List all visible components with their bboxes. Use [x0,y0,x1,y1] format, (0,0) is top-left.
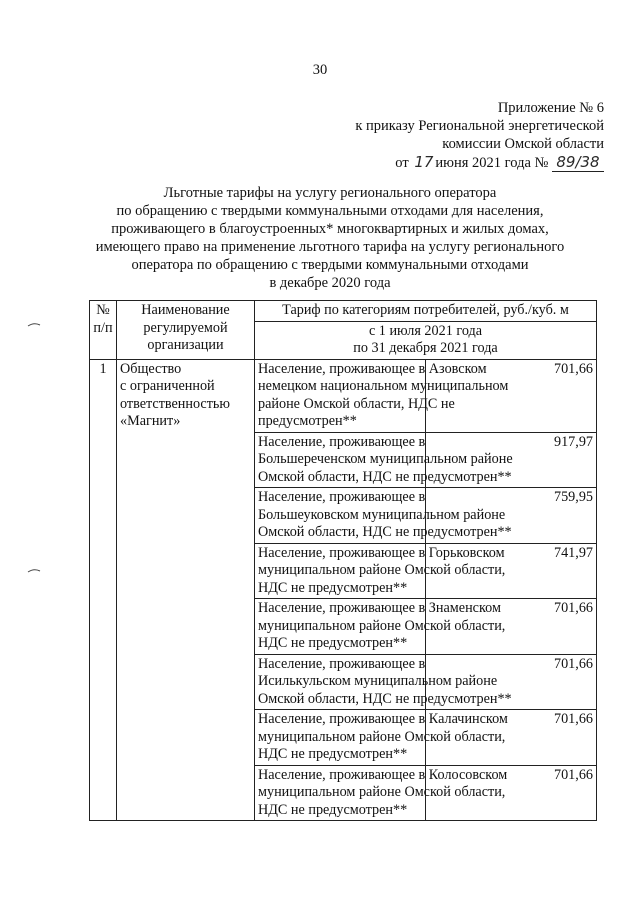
tariff-value: 701,66 [426,359,597,432]
heading-line: оператора по обращению с твердыми коммунальными отходами [131,257,529,273]
appendix-title: Приложение № 6 [497,100,604,116]
appendix-block [355,99,604,172]
row-number: 1 [90,359,117,821]
tariff-value: 741,97 [426,543,597,599]
tariff-value: 759,95 [426,488,597,544]
tariff-value: 917,97 [426,432,597,488]
tariff-value: 701,66 [426,599,597,655]
consumer-category: Население, проживающее в Знаменском муниципальном районе Омской области, НДС не предусмотрен** [255,599,426,655]
heading-line: Льготные тарифы на услугу регионального оператора [163,185,497,201]
consumer-category: Население, проживающее в Колосовском муниципальном районе Омской области, НДС не предусмотрен** [255,765,426,821]
handwritten-order-number: 89/38 [552,153,604,172]
consumer-category: Население, проживающее в Большереченском муниципальном районе Омской области, НДС не предусмотрен** [255,432,426,488]
page-number: 30 [312,62,328,78]
consumer-category: Население, проживающее в Азовском немецком национальном муниципальном районе Омской области, НДС не предусмотрен** [255,359,426,432]
heading-line: в декабре 2020 года [269,275,391,291]
handwritten-day: 17 [414,153,434,171]
order-date-text: июня 2021 года № [435,155,549,171]
order-prefix: от [395,155,409,171]
tariff-value: 701,66 [426,765,597,821]
heading-line: по обращению с твердыми коммунальными отходами для населения, [116,203,544,219]
header-number: № п/п [90,301,117,360]
appendix-order-ref: к приказу Региональной энергетической [355,118,604,134]
consumer-category: Население, проживающее в Горьковском муниципальном районе Омской области, НДС не предусмотрен** [255,543,426,599]
appendix-order-date [355,153,604,172]
table-row [90,359,597,432]
margin-mark-icon [27,568,41,573]
header-organization: Наименование регулируемой организации [117,301,255,360]
organization-name: Общество с ограниченной ответственностью «Магнит» [117,359,255,821]
heading-line: проживающего в благоустроенных* многоквартирных и жилых домах, [111,221,549,237]
consumer-category: Население, проживающее в Большеуковском муниципальном районе Омской области, НДС не предусмотрен** [255,488,426,544]
document-heading [90,184,570,292]
tariff-value: 701,66 [426,654,597,710]
consumer-category: Население, проживающее в Исилькульском муниципальном районе Омской области, НДС не предусмотрен** [255,654,426,710]
tariff-value: 701,66 [426,710,597,766]
header-period: с 1 июля 2021 года по 31 декабря 2021 года [255,321,597,359]
tariff-table [89,300,597,821]
table-header-row [90,301,597,322]
header-tariff-title: Тариф по категориям потребителей, руб./куб. м [255,301,597,322]
consumer-category: Население, проживающее в Калачинском муниципальном районе Омской области, НДС не предусмотрен** [255,710,426,766]
appendix-commission: комиссии Омской области [442,136,604,152]
margin-mark-icon [27,322,41,327]
heading-line: имеющего право на применение льготного тарифа на услугу регионального [95,239,565,255]
